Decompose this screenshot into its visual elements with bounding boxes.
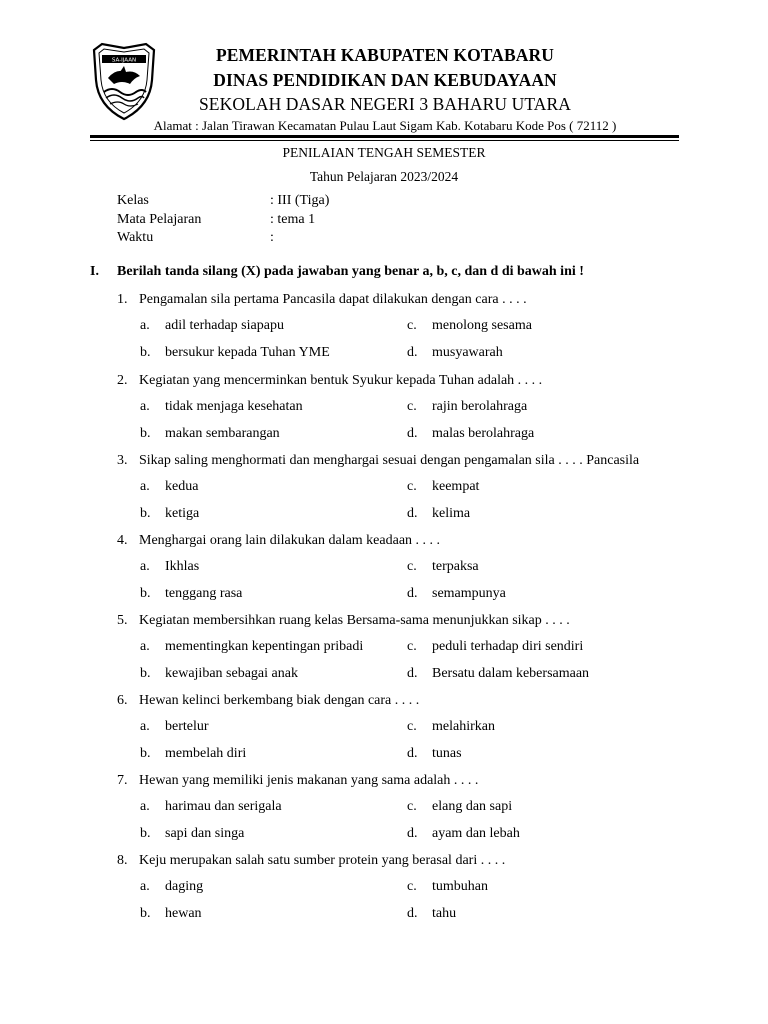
option-letter: b. — [140, 746, 151, 761]
option-text: kewajiban sebagai anak — [165, 666, 298, 681]
section-number: I. — [90, 264, 99, 279]
option-letter: d. — [407, 906, 418, 921]
option-letter: c. — [407, 479, 417, 494]
question-number: 1. — [117, 292, 128, 307]
option-letter: c. — [407, 719, 417, 734]
info-value: : tema 1 — [270, 212, 316, 227]
answer-option[interactable] — [140, 826, 400, 844]
option-letter: a. — [140, 719, 150, 734]
answer-option[interactable] — [140, 559, 400, 577]
option-letter: b. — [140, 826, 151, 841]
option-letter: b. — [140, 586, 151, 601]
answer-option[interactable] — [140, 318, 400, 336]
option-letter: b. — [140, 345, 151, 360]
question-number: 6. — [117, 693, 128, 708]
question-number: 2. — [117, 373, 128, 388]
question-text: Menghargai orang lain dilakukan dalam keadaan . . . . — [139, 533, 441, 548]
academic-year: Tahun Pelajaran 2023/2024 — [309, 169, 459, 184]
info-value: : — [270, 230, 274, 245]
answer-option[interactable] — [407, 345, 667, 363]
question-text: Sikap saling menghormati dan menghargai sesuai dengan pengamalan sila . . . . Pancasila — [139, 453, 640, 468]
info-row-class — [117, 193, 517, 211]
answer-option[interactable] — [407, 826, 667, 844]
option-letter: b. — [140, 666, 151, 681]
question-number: 5. — [117, 613, 128, 628]
question-item — [117, 853, 697, 871]
question-number: 4. — [117, 533, 128, 548]
option-letter: a. — [140, 318, 150, 333]
answer-option[interactable] — [140, 906, 400, 924]
answer-option[interactable] — [140, 666, 400, 684]
question-item — [117, 453, 697, 471]
question-text: Kegiatan membersihkan ruang kelas Bersama-sama menunjukkan sikap . . . . — [139, 613, 570, 628]
answer-option[interactable] — [140, 719, 400, 737]
question-text: Hewan yang memiliki jenis makanan yang sama adalah . . . . — [139, 773, 479, 788]
option-letter: c. — [407, 559, 417, 574]
option-text: sapi dan singa — [165, 826, 245, 841]
answer-option[interactable] — [407, 479, 667, 497]
option-text: adil terhadap siapapu — [165, 318, 284, 333]
option-text: makan sembarangan — [165, 426, 280, 441]
option-text: harimau dan serigala — [165, 799, 282, 814]
answer-option[interactable] — [140, 399, 400, 417]
answer-option[interactable] — [407, 879, 667, 897]
option-text: kedua — [165, 479, 199, 494]
option-text: elang dan sapi — [432, 799, 513, 814]
question-text: Hewan kelinci berkembang biak dengan cara . . . . — [139, 693, 420, 708]
letterhead-rule-thin — [90, 140, 679, 141]
option-text: malas berolahraga — [432, 426, 535, 441]
option-letter: d. — [407, 345, 418, 360]
option-text: menolong sesama — [432, 318, 532, 333]
option-text: Bersatu dalam kebersamaan — [432, 666, 590, 681]
answer-option[interactable] — [407, 639, 667, 657]
option-text: ketiga — [165, 506, 200, 521]
section-instruction: Berilah tanda silang (X) pada jawaban yang benar a, b, c, dan d di bawah ini ! — [117, 264, 584, 279]
answer-option[interactable] — [140, 345, 400, 363]
option-text: kelima — [432, 506, 471, 521]
option-letter: b. — [140, 506, 151, 521]
letterhead-rule-thick — [90, 135, 679, 138]
answer-option[interactable] — [407, 559, 667, 577]
answer-option[interactable] — [407, 799, 667, 817]
option-text: bersukur kepada Tuhan YME — [165, 345, 330, 360]
question-item — [117, 373, 697, 391]
option-letter: c. — [407, 399, 417, 414]
option-text: mementingkan kepentingan pribadi — [165, 639, 364, 654]
info-label: Kelas — [117, 193, 149, 208]
answer-option[interactable] — [140, 799, 400, 817]
school-name: SEKOLAH DASAR NEGERI 3 BAHARU UTARA — [198, 94, 572, 114]
option-letter: d. — [407, 586, 418, 601]
option-letter: b. — [140, 426, 151, 441]
option-text: tumbuhan — [432, 879, 488, 894]
option-letter: b. — [140, 906, 151, 921]
question-number: 3. — [117, 453, 128, 468]
answer-option[interactable] — [140, 426, 400, 444]
question-item — [117, 533, 697, 551]
option-text: peduli terhadap diri sendiri — [432, 639, 584, 654]
answer-option[interactable] — [140, 586, 400, 604]
question-item — [117, 693, 697, 711]
regency-logo-icon — [90, 40, 158, 122]
question-item — [117, 292, 697, 310]
answer-option[interactable] — [407, 318, 667, 336]
option-letter: d. — [407, 826, 418, 841]
option-text: Ikhlas — [165, 559, 200, 574]
option-letter: a. — [140, 559, 150, 574]
option-text: tenggang rasa — [165, 586, 243, 601]
logo-motto: SA-IJAAN — [111, 57, 137, 64]
answer-option[interactable] — [407, 506, 667, 524]
question-text: Pengamalan sila pertama Pancasila dapat dilakukan dengan cara . . . . — [139, 292, 527, 307]
answer-option[interactable] — [407, 746, 667, 764]
option-letter: c. — [407, 318, 417, 333]
answer-option[interactable] — [140, 506, 400, 524]
answer-option[interactable] — [407, 399, 667, 417]
option-letter: a. — [140, 799, 150, 814]
option-text: daging — [165, 879, 204, 894]
exam-title: PENILAIAN TENGAH SEMESTER — [282, 145, 486, 160]
option-text: tunas — [432, 746, 462, 761]
option-letter: d. — [407, 426, 418, 441]
info-label: Waktu — [117, 230, 154, 245]
question-number: 8. — [117, 853, 128, 868]
question-text: Kegiatan yang mencerminkan bentuk Syukur kepada Tuhan adalah . . . . — [139, 373, 543, 388]
option-text: ayam dan lebah — [432, 826, 520, 841]
option-letter: c. — [407, 639, 417, 654]
option-letter: c. — [407, 879, 417, 894]
option-text: terpaksa — [432, 559, 479, 574]
option-text: membelah diri — [165, 746, 247, 761]
answer-option[interactable] — [407, 719, 667, 737]
government-heading: PEMERINTAH KABUPATEN KOTABARU — [215, 45, 554, 65]
answer-option[interactable] — [407, 426, 667, 444]
option-text: bertelur — [165, 719, 209, 734]
department-heading: DINAS PENDIDIKAN DAN KEBUDAYAAN — [213, 70, 557, 90]
option-letter: d. — [407, 746, 418, 761]
option-letter: c. — [407, 799, 417, 814]
answer-option[interactable] — [140, 639, 400, 657]
option-text: musyawarah — [432, 345, 503, 360]
school-address: Alamat : Jalan Tirawan Kecamatan Pulau Laut Sigam Kab. Kotabaru Kode Pos ( 72112 ) — [153, 118, 617, 133]
info-row-time — [117, 230, 517, 248]
option-text: semampunya — [432, 586, 506, 601]
option-letter: a. — [140, 639, 150, 654]
answer-option[interactable] — [140, 746, 400, 764]
option-text: tidak menjaga kesehatan — [165, 399, 303, 414]
answer-option[interactable] — [407, 586, 667, 604]
option-text: tahu — [432, 906, 457, 921]
answer-option[interactable] — [140, 479, 400, 497]
info-row-subject — [117, 212, 517, 230]
option-letter: d. — [407, 666, 418, 681]
option-letter: d. — [407, 506, 418, 521]
option-text: hewan — [165, 906, 202, 921]
info-value: : III (Tiga) — [270, 193, 330, 208]
option-text: keempat — [432, 479, 480, 494]
option-letter: a. — [140, 479, 150, 494]
option-text: melahirkan — [432, 719, 495, 734]
question-item — [117, 613, 697, 631]
question-number: 7. — [117, 773, 128, 788]
info-label: Mata Pelajaran — [117, 212, 202, 227]
option-letter: a. — [140, 399, 150, 414]
option-letter: a. — [140, 879, 150, 894]
answer-option[interactable] — [407, 666, 667, 684]
answer-option[interactable] — [140, 879, 400, 897]
option-text: rajin berolahraga — [432, 399, 528, 414]
question-text: Keju merupakan salah satu sumber protein yang berasal dari . . . . — [139, 853, 506, 868]
answer-option[interactable] — [407, 906, 667, 924]
question-item — [117, 773, 697, 791]
